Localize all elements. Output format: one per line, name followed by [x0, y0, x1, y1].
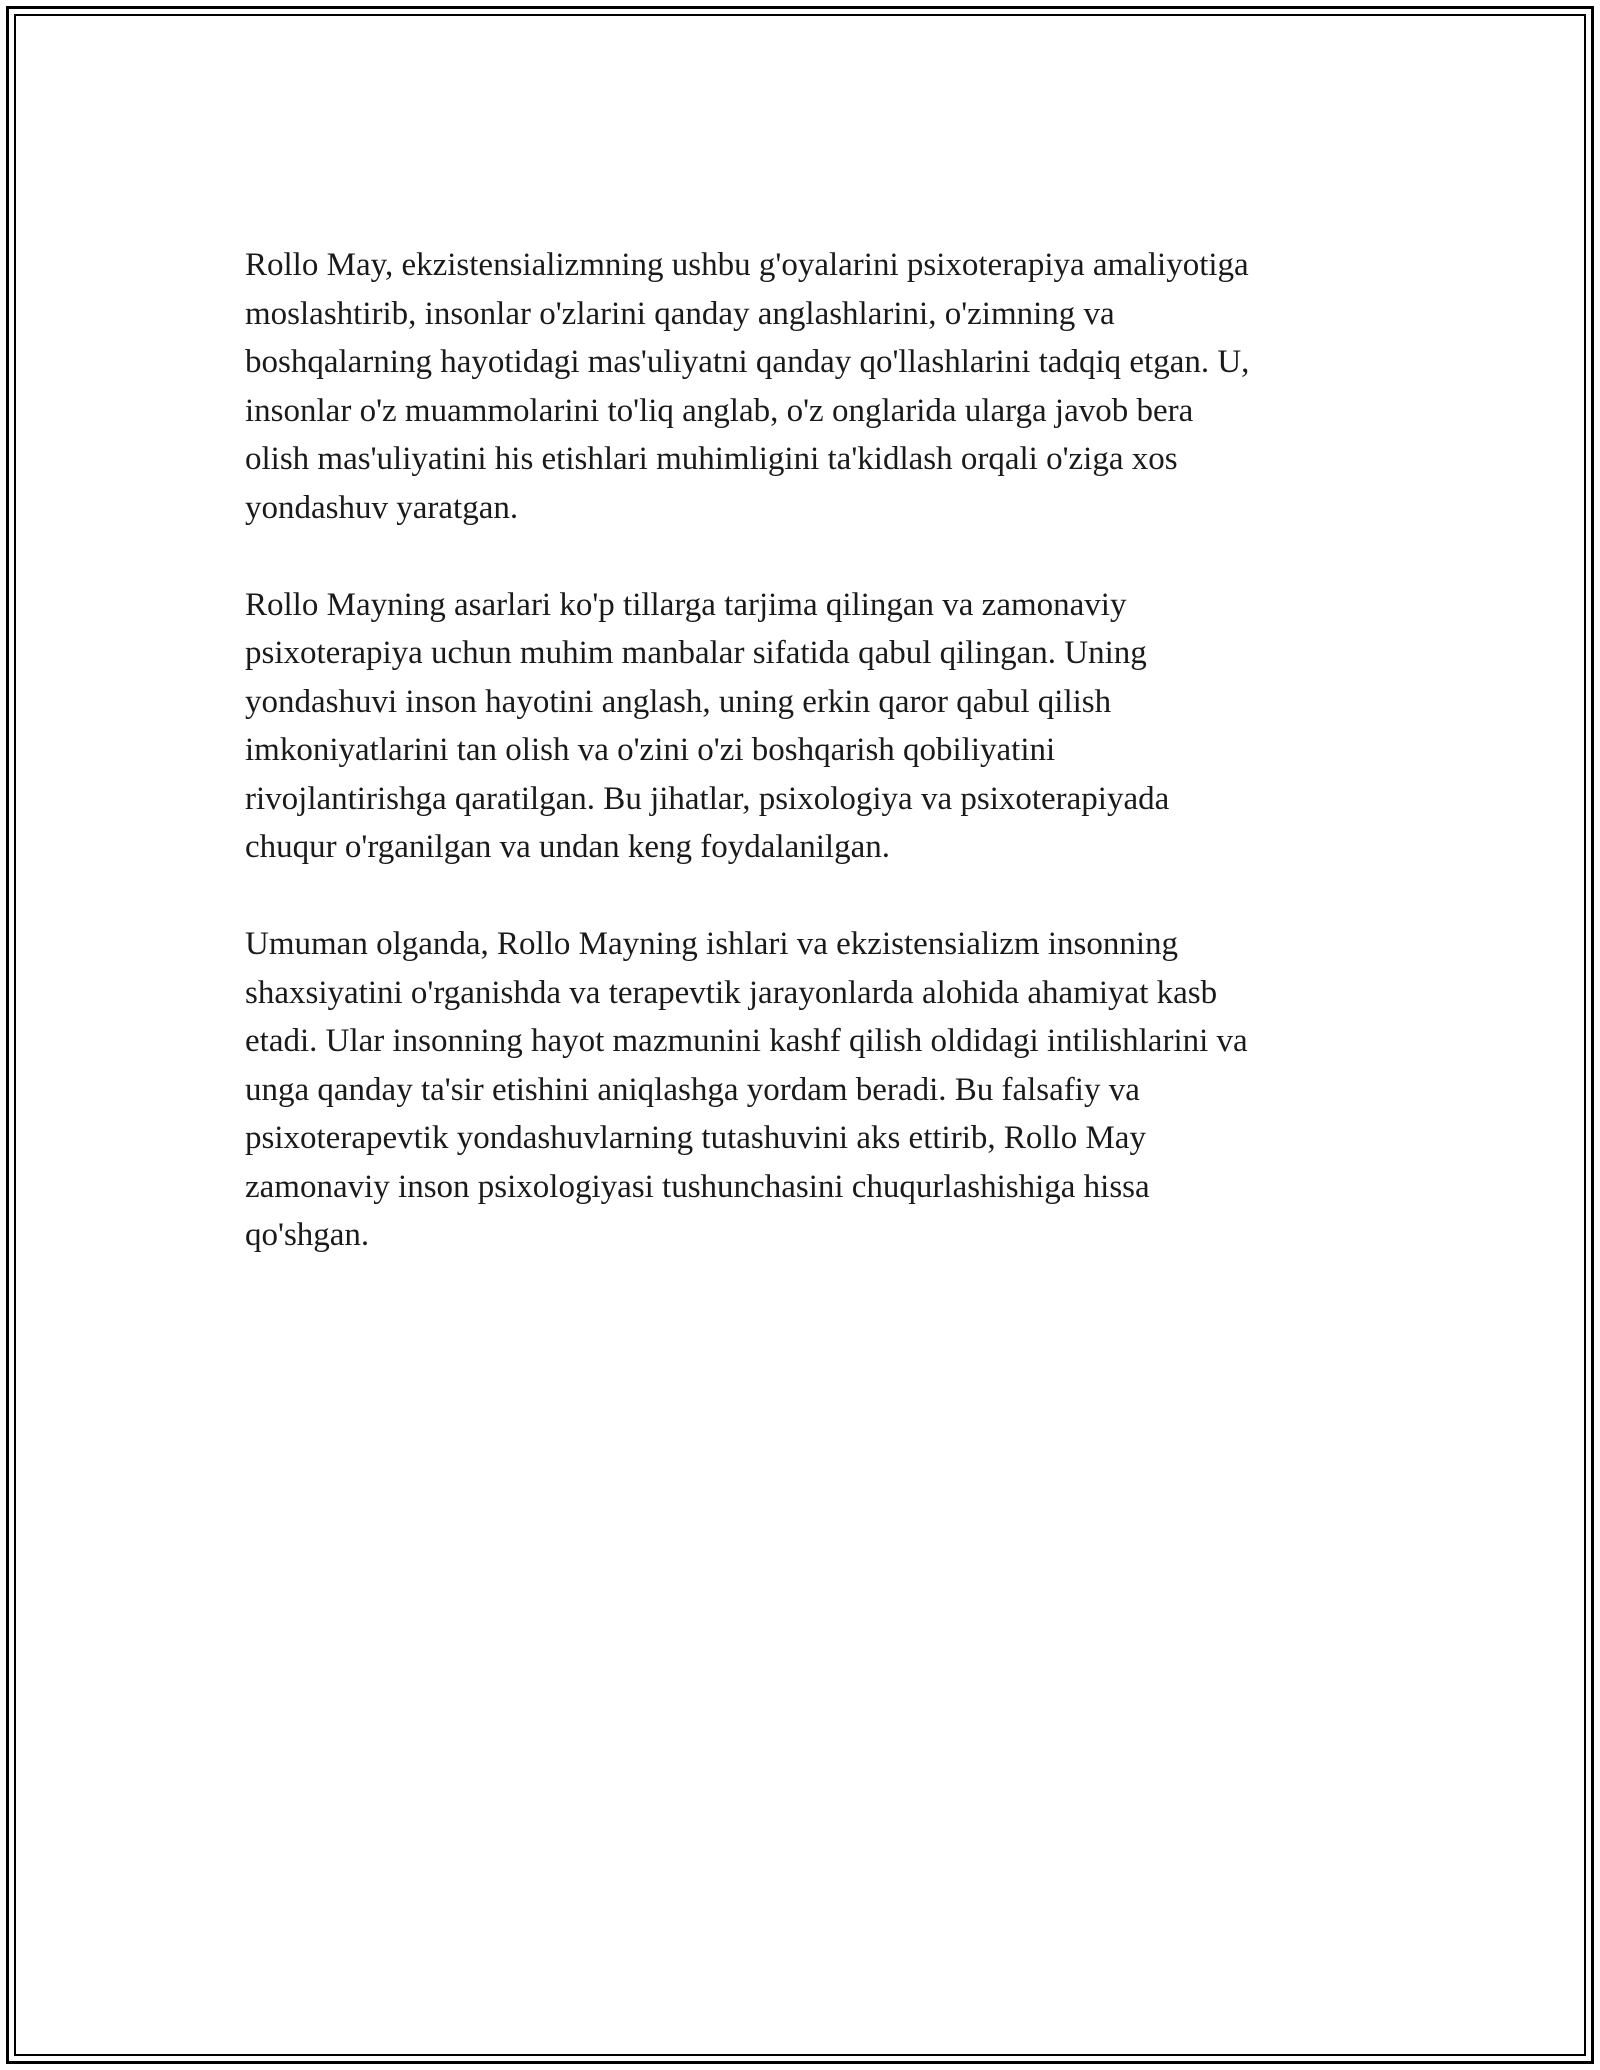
- paragraph-3: Umuman olganda, Rollo Mayning ishlari va ekzistensializm insonning shaxsiyatini o'rganishda va terapevtik jarayonlarda alohida ahamiyat kasb etadi. Ular insonning hayot mazmunini kashf qilish oldidagi intilishlarini va unga qanday ta'sir etishini aniqlashga yordam beradi. Bu falsafiy va psixoterapevtik yondashuvlarning tutashuvini aks ettirib, Rollo May zamonaviy inson psixologiyasi tushunchasini chuqurlashishiga hissa qo'shgan.: [245, 926, 1248, 1253]
- page-border-outer: [6, 6, 1594, 2064]
- document-body: [245, 241, 1385, 1308]
- paragraph-1: Rollo May, ekzistensializmning ushbu g'oyalarini psixoterapiya amaliyotiga moslashtirib, insonlar o'zlarini qanday anglashlarini, o'zimning va boshqalarning hayotidagi mas'uliyatni qanday qo'llashlarini tadqiq etgan. U, insonlar o'z muammolarini to'liq anglab, o'z onglarida ularga javob bera olish mas'uliyatini his etishlari muhimligini ta'kidlash orqali o'ziga xos yondashuv yaratgan.: [245, 247, 1250, 526]
- paragraph-2: Rollo Mayning asarlari ko'p tillarga tarjima qilingan va zamonaviy psixoterapiya uchun muhim manbalar sifatida qabul qilingan. Uning yondashuvi inson hayotini anglash, uning erkin qaror qabul qilish imkoniyatlarini tan olish va o'zini o'zi boshqarish qobiliyatini rivojlantirishga qaratilgan. Bu jihatlar, psixologiya va psixoterapiyada chuqur o'rganilgan va undan keng foydalanilgan.: [245, 586, 1170, 865]
